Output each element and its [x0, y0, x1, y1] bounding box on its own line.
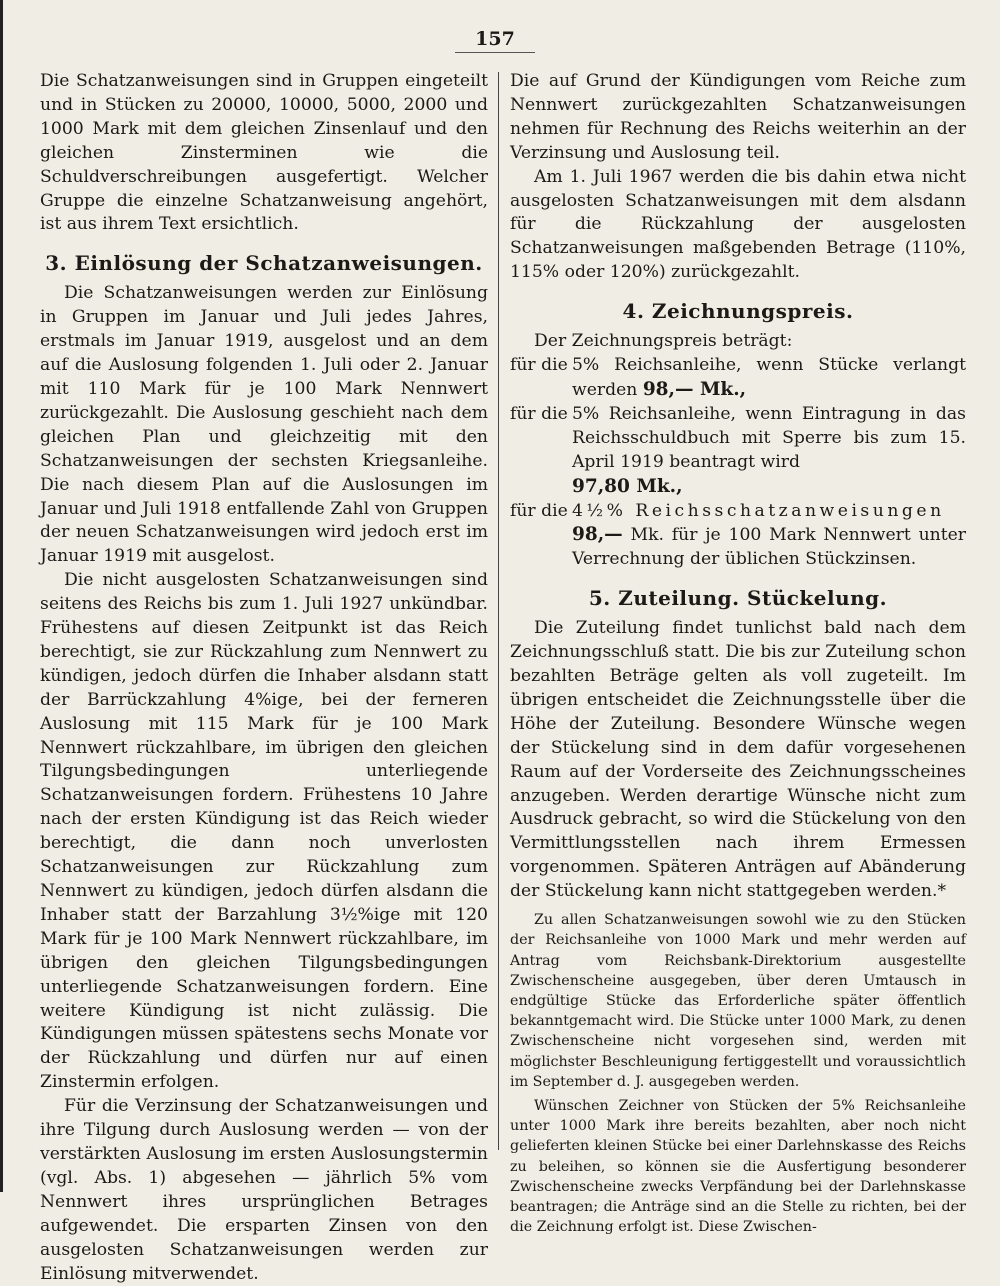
paragraph: Für die Verzinsung der Schatzanweisungen und ihre Tilgung durch Auslosung werden — von der verstärkten Auslosung im ersten Auslosungstermin (vgl. Abs. 1) abgesehen — jährlich 5% vom Nennwert ihres ursprünglichen Betrages aufgewendet. Die ersparten Zinsen von den ausgelosten Schatzanweisungen werden zur Einlösung mitverwendet. — [40, 1096, 488, 1284]
price-amount: 98,— — [572, 524, 623, 546]
price-description: 4½% Reichsschatzanweisungen — [572, 500, 945, 521]
page-edge — [0, 0, 3, 1192]
section-heading-3: 3. Einlösung der Schatzanweisungen. — [45, 251, 483, 276]
price-amount: 97,80 Mk., — [572, 475, 683, 497]
paragraph: Die Zuteilung findet tunlichst bald nach dem Zeichnungsschluß statt. Die bis zur Zuteilung schon bezahlten Beträge gelten als voll zugeteilt. Im übrigen entscheidet die Zeichnungsstelle über die Höhe der Zuteilung. Besondere Wünsche wegen der Stückelung sind in dem dafür vorgesehenen Raum auf der Vorderseite des Zeichnungsscheines anzugeben. Werden derartige Wünsche nicht zum Ausdruck gebracht, so wird die Stückelung von den Vermittlungsstellen nach ihrem Ermessen vorgenommen. Späteren Anträgen auf Abänderung der Stückelung kann nicht stattgegeben werden.* — [510, 618, 966, 902]
page-number-rule — [455, 52, 535, 53]
price-item — [510, 403, 966, 500]
footnote-paragraph: Zu allen Schatzanweisungen sowohl wie zu den Stücken der Reichsanleihe von 1000 Mark und mehr werden auf Antrag vom Reichsbank-Direktorium ausgestellte Zwischenscheine ausgegeben, über deren Umtausch in endgültige Stücke das Erforderliche später öffentlich bekanntgemacht wird. Die Stücke unter 1000 Mark, zu denen Zwischenscheine nicht vorgesehen sind, werden mit möglichster Beschleunigung fertiggestellt und voraussichtlich im September d. J. ausgegeben werden. — [510, 912, 966, 1090]
price-prefix: für die — [510, 355, 568, 376]
footnote — [510, 910, 966, 1237]
paragraph: Am 1. Juli 1967 werden die bis dahin etwa nicht ausgelosten Schatzanweisungen mit dem alsdann für die Rückzahlung der ausgelosten Schatzanweisungen maßgebenden Betrage (110%, 115% oder 120%) zurückgezahlt. — [510, 166, 966, 283]
left-column — [40, 70, 488, 1286]
price-item — [510, 354, 966, 403]
price-item — [510, 500, 966, 573]
price-rest: Mk. für je 100 Mark Nennwert unter Verrechnung der üblichen Stückzinsen. — [572, 525, 966, 570]
price-description: 5% Reichsanleihe, wenn Stücke verlangt werden — [572, 355, 966, 400]
price-prefix: für die — [510, 500, 568, 521]
section-heading-4: 4. Zeichnungspreis. — [622, 299, 854, 324]
page-number: 157 — [475, 28, 515, 50]
footnote-paragraph: Wünschen Zeichner von Stücken der 5% Reichsanleihe unter 1000 Mark ihre bereits bezahlten, aber noch nicht gelieferten kleinen Stücke bei einer Darlehnskasse des Reichs zu beleihen, so können sie die Ausfertigung besonderer Zwischenscheine zwecks Verpfändung bei der Darlehnskasse beantragen; die Anträge sind an die Stelle zu richten, bei der die Zeichnung erfolgt ist. Diese Zwischen- — [510, 1097, 966, 1236]
price-amount: 98,— Mk., — [642, 378, 747, 400]
column-divider — [498, 72, 499, 1150]
paragraph: Die auf Grund der Kündigungen vom Reiche zum Nennwert zurückgezahlten Schatzanweisungen nehmen für Rechnung des Reichs weiterhin an der Verzinsung und Auslosung teil. — [510, 71, 966, 163]
section-heading-5: 5. Zuteilung. Stückelung. — [588, 586, 888, 611]
price-description: 5% Reichsanleihe, wenn Eintragung in das Reichsschuldbuch mit Sperre bis zum 15. April 1919 beantragt wird — [572, 403, 966, 472]
price-intro: Der Zeichnungspreis beträgt: — [534, 331, 793, 352]
price-prefix: für die — [510, 403, 568, 424]
paragraph: Die Schatzanweisungen werden zur Einlösung in Gruppen im Januar und Juli jedes Jahres, erstmals im Januar 1919, ausgelost und an dem auf die Auslosung folgenden 1. Juli oder 2. Januar mit 110 Mark für je 100 Mark Nennwert zurückgezahlt. Die Auslosung geschieht nach dem gleichen Plan und gleichzeitig mit den Schatzanweisungen der sechsten Kriegsanleihe. Die nach diesem Plan auf die Auslosungen im Januar und Juli 1918 entfallende Zahl von Gruppen der neuen Schatzanweisungen wird jedoch erst im Januar 1919 mit ausgelost. — [40, 283, 488, 567]
right-column — [510, 70, 966, 1237]
intro-paragraph: Die Schatzanweisungen sind in Gruppen eingeteilt und in Stücken zu 20000, 10000, 5000, 2000 und 1000 Mark mit dem gleichen Zinsenlauf und den gleichen Zinsterminen wie die Schuldverschreibungen ausgefertigt. Welcher Gruppe die einzelne Schatzanweisung angehört, ist aus ihrem Text ersichtlich. — [40, 71, 488, 235]
paragraph: Die nicht ausgelosten Schatzanweisungen sind seitens des Reichs bis zum 1. Juli 1927 unkündbar. Frühestens auf diesen Zeitpunkt ist das Reich berechtigt, sie zur Rückzahlung zum Nennwert zu kündigen, jedoch dürfen die Inhaber alsdann statt der Barrückzahlung 4%ige, bei der ferneren Auslosung mit 115 Mark für je 100 Mark Nennwert rückzahlbare, im übrigen den gleichen Tilgungsbedingungen unterliegende Schatzanweisungen fordern. Frühestens 10 Jahre nach der ersten Kündigung ist das Reich wieder berechtigt, die dann noch unverlosten Schatzanweisungen zur Rückzahlung zum Nennwert zu kündigen, jedoch dürfen alsdann die Inhaber statt der Barzahlung 3½%ige mit 120 Mark für je 100 Mark Nennwert rückzahlbare, im übrigen den gleichen Tilgungsbedingungen unterliegende Schatzanweisungen fordern. Eine weitere Kündigung ist nicht zulässig. Die Kündigungen müssen spätestens sechs Monate vor der Rückzahlung und dürfen nur auf einen Zinstermin erfolgen. — [40, 570, 488, 1093]
